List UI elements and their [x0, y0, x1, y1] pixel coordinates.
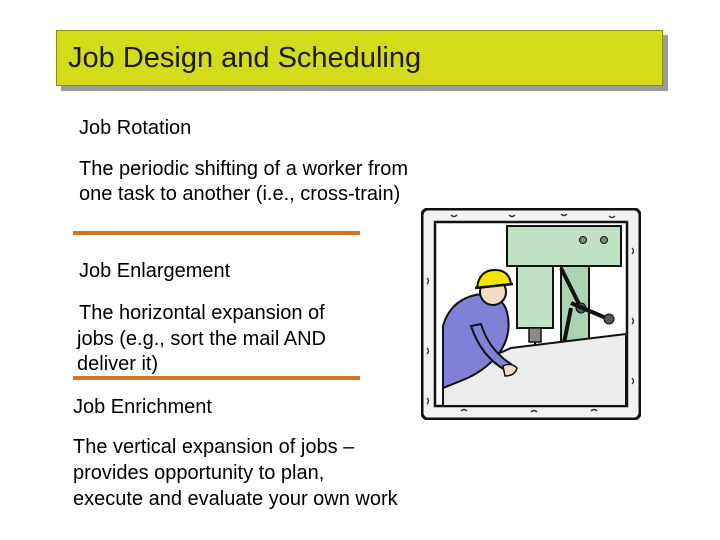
section-text-line: deliver it) [77, 353, 159, 375]
section-text-line: The vertical expansion of jobs – [73, 436, 355, 458]
section-heading-job-enrichment: Job Enrichment [73, 396, 212, 418]
section-text-line: The periodic shifting of a worker from [79, 158, 409, 180]
section-text-line: one task to another (i.e., cross-train) [79, 183, 401, 205]
page-title: Job Design and Scheduling [68, 42, 422, 74]
divider [73, 231, 360, 235]
section-text-line: The horizontal expansion of [79, 302, 325, 324]
title-bar [56, 30, 663, 86]
section-heading-job-rotation: Job Rotation [79, 117, 192, 139]
section-text-line: jobs (e.g., sort the mail AND [77, 328, 326, 350]
section-heading-job-enlargement: Job Enlargement [79, 260, 231, 282]
section-text-line: execute and evaluate your own work [73, 488, 398, 510]
section-text-line: provides opportunity to plan, [73, 462, 325, 484]
worker-drill-press-icon [421, 208, 641, 420]
divider [73, 376, 360, 380]
